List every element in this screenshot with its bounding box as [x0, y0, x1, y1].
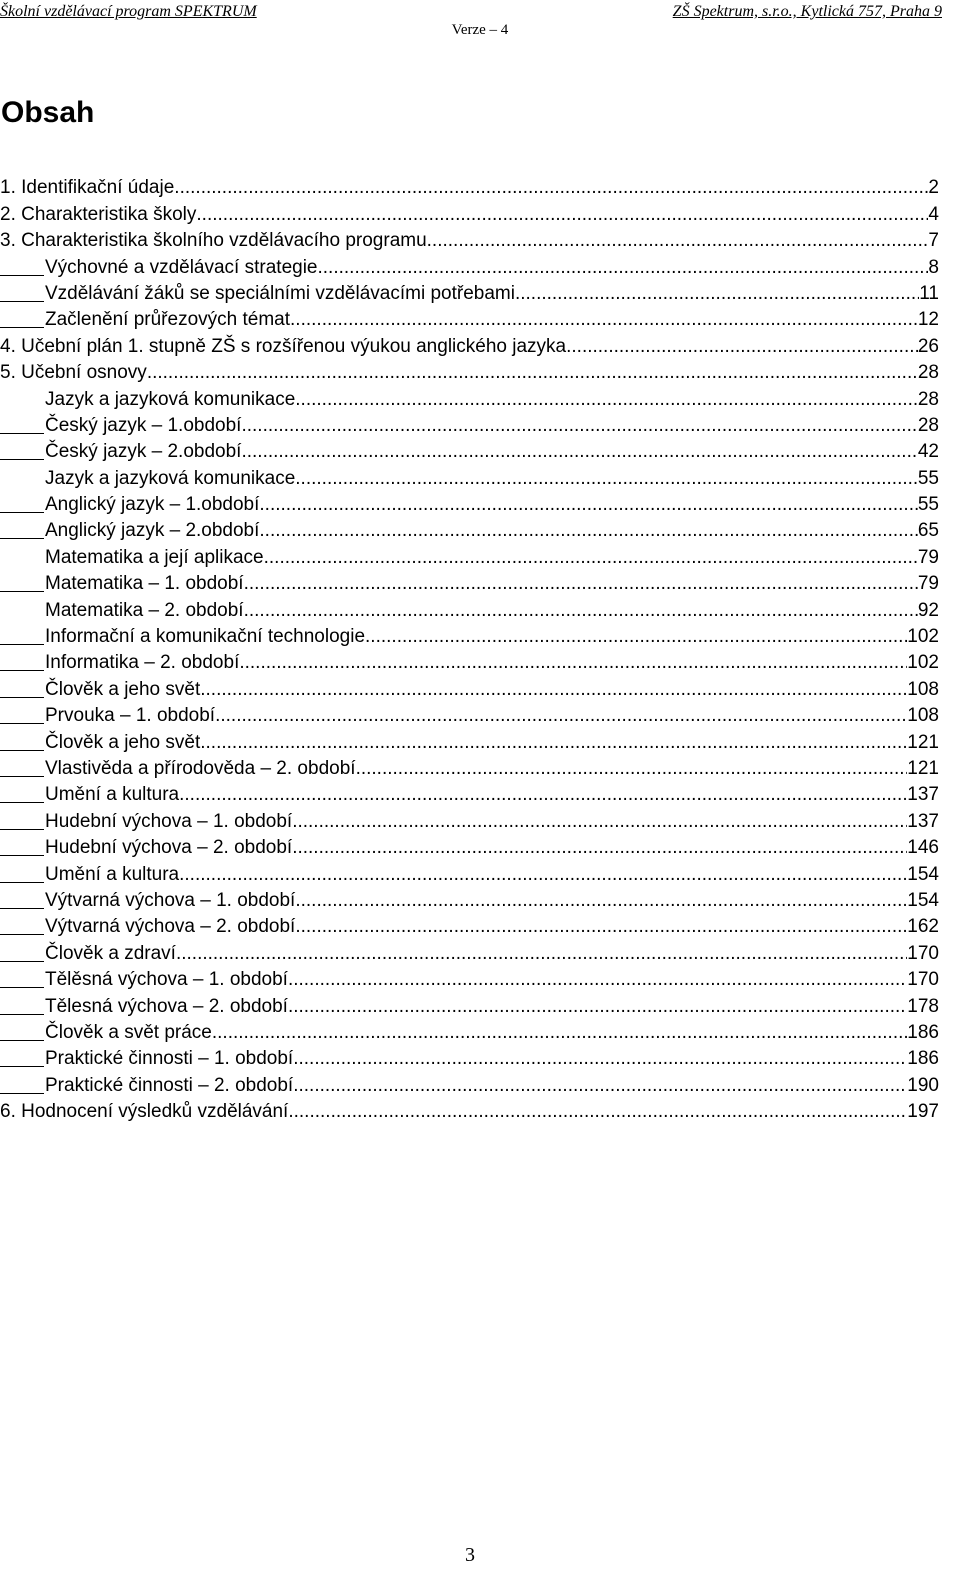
dot-leader	[215, 704, 907, 728]
toc-entry-page: 146	[907, 837, 939, 859]
toc-entry-label: Český jazyk – 1.období	[45, 414, 242, 436]
header-version: Verze – 4	[451, 22, 509, 38]
page-title: Obsah	[1, 96, 95, 129]
header-school-program: Školní vzdělávací program SPEKTRUM	[0, 3, 257, 20]
toc-entry-page: 8	[928, 256, 939, 278]
toc-entry-page: 92	[917, 599, 939, 621]
toc-entry-page: 137	[907, 810, 939, 832]
toc-entry-label: Praktické činnosti – 1. období	[45, 1048, 294, 1070]
dot-leader	[196, 203, 928, 227]
toc-entry-page: 121	[907, 731, 939, 753]
toc-entry-page: 42	[917, 441, 939, 463]
dot-leader	[176, 942, 907, 966]
dot-leader	[259, 519, 917, 543]
dot-leader	[293, 1047, 907, 1071]
toc-entry-page: 102	[907, 652, 939, 674]
toc-entry-page: 26	[917, 335, 939, 357]
tab-leader-line	[0, 916, 44, 935]
toc-entry[interactable]	[0, 807, 939, 833]
toc-entry[interactable]	[0, 596, 939, 622]
dot-leader	[244, 599, 918, 623]
toc-entry-page: 186	[907, 1021, 939, 1043]
dot-leader	[515, 282, 919, 306]
tab-leader-line	[0, 520, 44, 539]
dot-leader	[179, 783, 907, 807]
toc-entry-page: 102	[907, 626, 939, 648]
toc-entry-label: Informatika – 2. období	[45, 652, 240, 674]
toc-entry-page: 12	[917, 309, 939, 331]
toc-entry[interactable]	[0, 385, 939, 411]
toc-entry[interactable]	[0, 966, 939, 992]
toc-entry-label: Výtvarná výchova – 1. období	[45, 889, 296, 911]
toc-entry[interactable]	[0, 623, 939, 649]
dot-leader	[200, 678, 907, 702]
toc-entry-label: Tělesná výchova – 2. období	[45, 995, 288, 1017]
dot-leader	[288, 995, 907, 1019]
toc-entry-page: 28	[917, 362, 939, 384]
toc-entry-label: 1. Identifikační údaje	[0, 177, 175, 199]
toc-entry-label: Hudební výchova – 2. období	[45, 837, 293, 859]
toc-entry-label: Vlastivěda a přírodověda – 2. období	[45, 757, 356, 779]
toc-entry[interactable]	[0, 939, 939, 965]
toc-entry-label: Člověk a zdraví	[45, 942, 176, 964]
toc-entry-label: Informační a komunikační technologie	[45, 626, 366, 648]
tab-leader-line	[0, 890, 44, 909]
toc-entry-page: 4	[928, 203, 939, 225]
toc-entry[interactable]	[0, 834, 939, 860]
toc-entry[interactable]	[0, 1098, 939, 1124]
tab-leader-line	[0, 679, 44, 698]
tab-leader-line	[0, 415, 44, 434]
toc-entry-label: Hudební výchova – 1. období	[45, 810, 293, 832]
toc-entry-label: Umění a kultura	[45, 863, 180, 885]
toc-entry-page: 28	[917, 388, 939, 410]
toc-entry[interactable]	[0, 728, 939, 754]
toc-entry[interactable]	[0, 649, 939, 675]
dot-leader	[212, 1021, 907, 1045]
toc-entry-page: 65	[917, 520, 939, 542]
dot-leader	[179, 863, 907, 887]
dot-leader	[244, 572, 918, 596]
tab-leader-line	[0, 283, 44, 302]
dot-leader	[356, 757, 908, 781]
toc-entry-label: 5. Učební osnovy	[0, 362, 147, 384]
toc-entry[interactable]	[0, 992, 939, 1018]
dot-leader	[365, 625, 907, 649]
toc-entry-label: 3. Charakteristika školního vzdělávacího programu	[0, 230, 427, 252]
tab-leader-line	[0, 864, 44, 883]
toc-entry-label: Matematika – 2. období	[45, 599, 244, 621]
toc-entry[interactable]	[0, 253, 939, 279]
toc-entry-page: 170	[907, 942, 939, 964]
tab-leader-line	[0, 652, 44, 671]
toc-entry[interactable]	[0, 860, 939, 886]
toc-entry-page: 55	[917, 467, 939, 489]
toc-entry-label: Matematika – 1. období	[45, 573, 244, 595]
dot-leader	[293, 1074, 907, 1098]
tab-leader-line	[0, 996, 44, 1015]
toc-entry-page: 170	[907, 969, 939, 991]
toc-entry-label: Výchovné a vzdělávací strategie	[45, 256, 318, 278]
toc-entry-label: Anglický jazyk – 1.období	[45, 494, 260, 516]
toc-entry-label: Výtvarná výchova – 2. období	[45, 916, 296, 938]
toc-entry-page: 137	[907, 784, 939, 806]
toc-entry[interactable]	[0, 1071, 939, 1097]
toc-entry-page: 197	[907, 1101, 939, 1123]
toc-entry-label: Umění a kultura	[45, 784, 180, 806]
dot-leader	[241, 414, 917, 438]
dot-leader	[239, 651, 907, 675]
toc-entry-page: 190	[907, 1074, 939, 1096]
toc-entry-page: 28	[917, 414, 939, 436]
toc-entry-label: 6. Hodnocení výsledků vzdělávání	[0, 1101, 289, 1123]
toc-entry-label: Jazyk a jazyková komunikace	[45, 467, 296, 489]
table-of-contents	[0, 174, 939, 1124]
toc-entry[interactable]	[0, 227, 939, 253]
dot-leader	[295, 467, 918, 491]
toc-entry-label: Člověk a jeho svět	[45, 731, 201, 753]
toc-entry[interactable]	[0, 359, 939, 385]
toc-entry[interactable]	[0, 887, 939, 913]
toc-entry-label: Člověk a svět práce	[45, 1021, 212, 1043]
toc-entry-label: Český jazyk – 2.období	[45, 441, 242, 463]
toc-entry[interactable]	[0, 464, 939, 490]
dot-leader	[295, 889, 907, 913]
toc-entry[interactable]	[0, 280, 939, 306]
tab-leader-line	[0, 784, 44, 803]
dot-leader	[427, 229, 929, 253]
tab-leader-line	[0, 494, 44, 513]
dot-leader	[259, 493, 917, 517]
toc-entry[interactable]	[0, 306, 939, 332]
dot-leader	[292, 810, 907, 834]
toc-entry[interactable]	[0, 781, 939, 807]
toc-entry-label: Člověk a jeho svět	[45, 678, 201, 700]
tab-leader-line	[0, 837, 44, 856]
tab-leader-line	[0, 573, 44, 592]
toc-entry-page: 178	[907, 995, 939, 1017]
toc-entry-page: 186	[907, 1048, 939, 1070]
toc-entry-label: Matematika a její aplikace	[45, 546, 264, 568]
tab-leader-line	[0, 758, 44, 777]
toc-entry[interactable]	[0, 675, 939, 701]
toc-entry-page: 162	[907, 916, 939, 938]
toc-entry[interactable]	[0, 543, 939, 569]
tab-leader-line	[0, 705, 44, 724]
dot-leader	[292, 836, 907, 860]
toc-entry-page: 55	[917, 494, 939, 516]
toc-entry[interactable]	[0, 517, 939, 543]
toc-entry-page: 2	[928, 177, 939, 199]
tab-leader-line	[0, 1022, 44, 1041]
tab-leader-line	[0, 969, 44, 988]
toc-entry-page: 79	[917, 546, 939, 568]
tab-leader-line	[0, 1048, 44, 1067]
toc-entry-page: 154	[907, 863, 939, 885]
toc-entry[interactable]	[0, 200, 939, 226]
toc-entry[interactable]	[0, 332, 939, 358]
tab-leader-line	[0, 626, 44, 645]
dot-leader	[290, 308, 918, 332]
dot-leader	[147, 361, 918, 385]
toc-entry[interactable]	[0, 438, 939, 464]
toc-entry[interactable]	[0, 913, 939, 939]
toc-entry[interactable]	[0, 570, 939, 596]
tab-leader-line	[0, 441, 44, 460]
dot-leader	[288, 1100, 907, 1124]
toc-entry-page: 7	[928, 230, 939, 252]
tab-leader-line	[0, 309, 44, 328]
toc-entry-label: Anglický jazyk – 2.období	[45, 520, 260, 542]
page-number: 3	[465, 1544, 475, 1566]
tab-leader-line	[0, 1075, 44, 1094]
toc-entry[interactable]	[0, 1045, 939, 1071]
toc-entry[interactable]	[0, 412, 939, 438]
toc-entry-page: 121	[907, 757, 939, 779]
toc-entry-label: Jazyk a jazyková komunikace	[45, 388, 296, 410]
tab-leader-line	[0, 943, 44, 962]
dot-leader	[174, 176, 928, 200]
toc-entry-label: Prvouka – 1. období	[45, 705, 216, 727]
header-school-address: ZŠ Spektrum, s.r.o., Kytlická 757, Praha 9	[672, 3, 942, 20]
dot-leader	[295, 388, 918, 412]
toc-entry[interactable]	[0, 1019, 939, 1045]
toc-entry-label: Vzdělávání žáků se speciálními vzdělávacími potřebami	[45, 282, 515, 304]
dot-leader	[295, 915, 907, 939]
toc-entry-label: Začlenění průřezových témat	[45, 309, 291, 331]
toc-entry[interactable]	[0, 755, 939, 781]
toc-entry-label: Tělěsná výchova – 1. období	[45, 969, 288, 991]
dot-leader	[318, 256, 929, 280]
dot-leader	[288, 968, 907, 992]
toc-entry-page: 108	[907, 678, 939, 700]
toc-entry[interactable]	[0, 702, 939, 728]
toc-entry-label: 2. Charakteristika školy	[0, 203, 197, 225]
toc-entry-page: 79	[917, 573, 939, 595]
tab-leader-line	[0, 257, 44, 276]
toc-entry[interactable]	[0, 174, 939, 200]
toc-entry-page: 154	[907, 889, 939, 911]
toc-entry-page: 108	[907, 705, 939, 727]
toc-entry-label: 4. Učební plán 1. stupně ZŠ s rozšířenou výukou anglického jazyka	[0, 335, 567, 357]
tab-leader-line	[0, 732, 44, 751]
toc-entry-page: 11	[919, 282, 939, 304]
dot-leader	[566, 335, 918, 359]
dot-leader	[241, 440, 917, 464]
dot-leader	[264, 546, 918, 570]
toc-entry-label: Praktické činnosti – 2. období	[45, 1074, 294, 1096]
toc-entry[interactable]	[0, 491, 939, 517]
tab-leader-line	[0, 811, 44, 830]
dot-leader	[200, 731, 907, 755]
